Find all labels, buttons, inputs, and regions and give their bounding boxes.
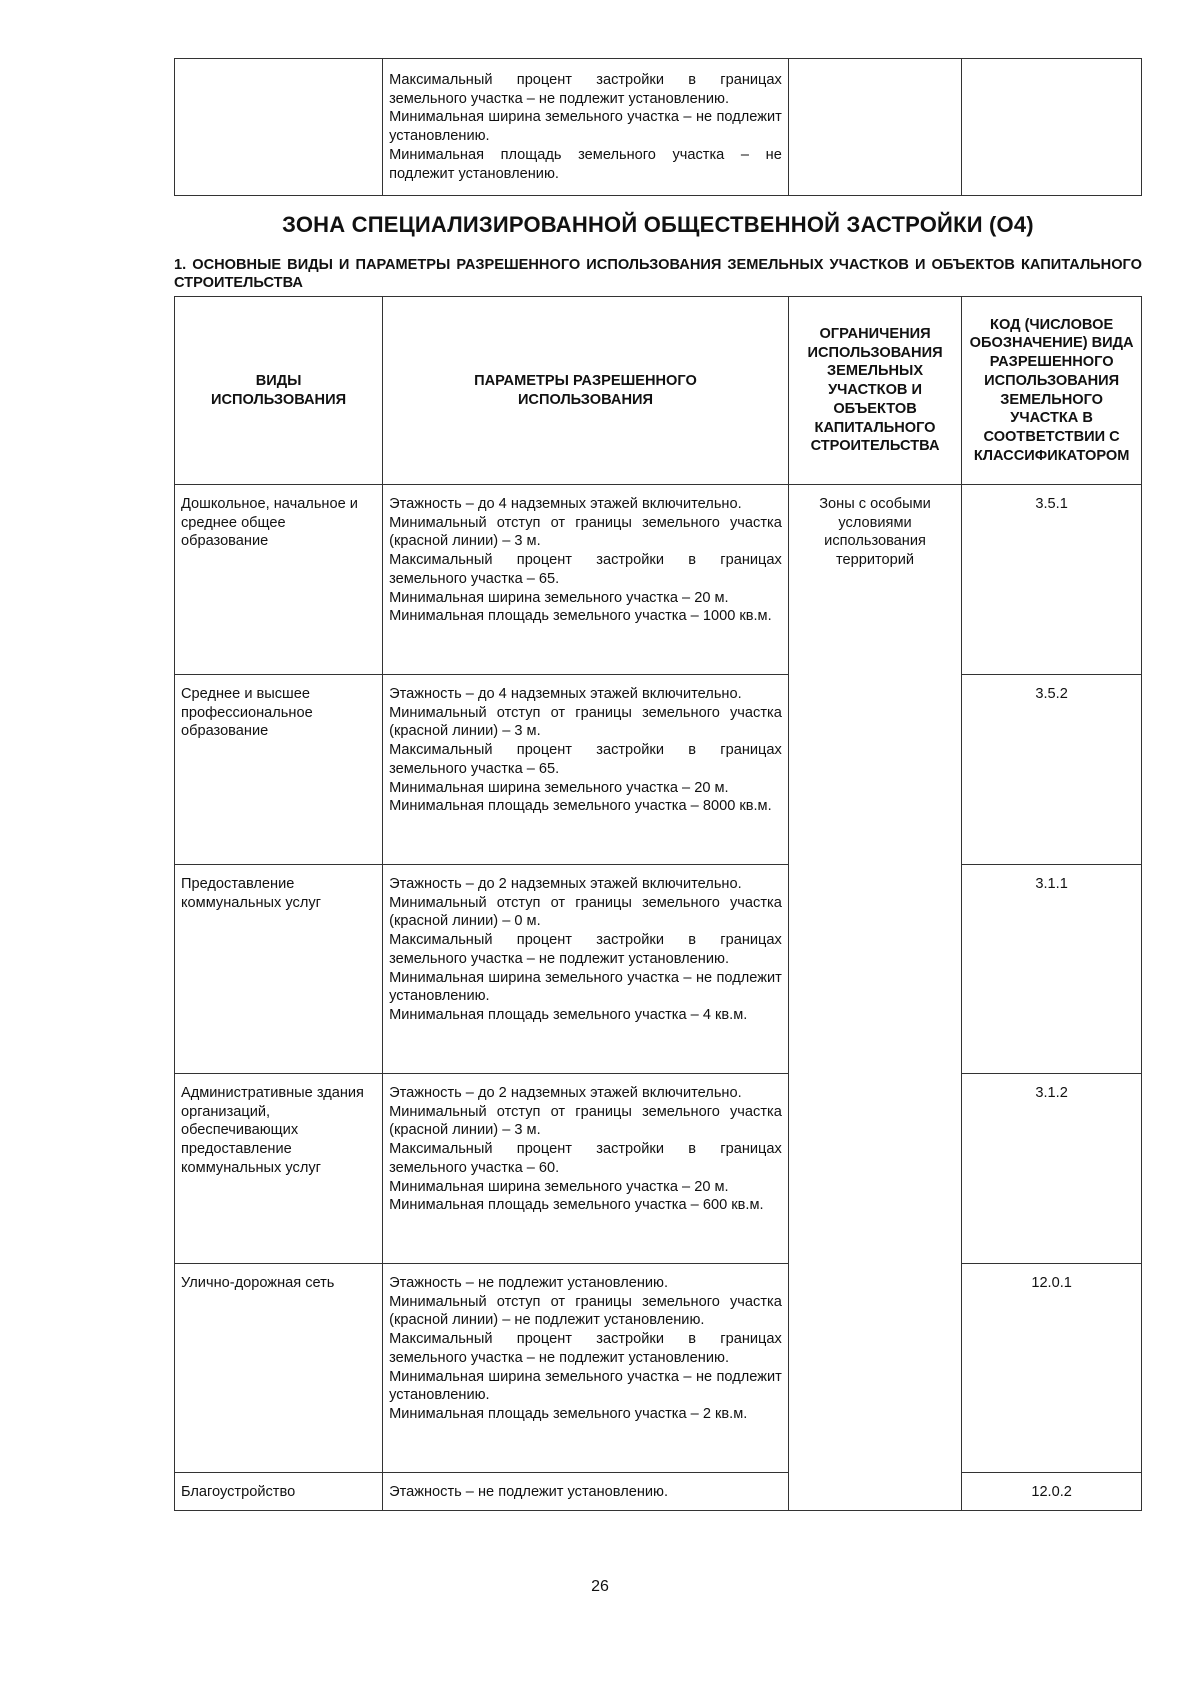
param-line: Минимальная площадь земельного участка – 600 кв.м. xyxy=(389,1197,764,1214)
header-restrictions: ОГРАНИЧЕНИЯ ИСПОЛЬЗОВАНИЯ ЗЕМЕЛЬНЫХ УЧАСТКОВ И ОБЪЕКТОВ КАПИТАЛЬНОГО СТРОИТЕЛЬСТВА xyxy=(788,297,961,485)
header-row xyxy=(175,297,1142,485)
param-line: Минимальная ширина земельного участка – 20 м. xyxy=(389,589,729,606)
table-row xyxy=(175,485,1142,675)
params-cell xyxy=(383,485,789,675)
use-name: Улично-дорожная сеть xyxy=(175,1264,383,1473)
use-name: Среднее и высшее профессиональное образование xyxy=(175,675,383,865)
params-cell xyxy=(383,59,789,196)
continuation-table xyxy=(174,58,1142,196)
cell-empty xyxy=(788,59,961,196)
params-cell xyxy=(383,1473,789,1511)
section-title: 1. ОСНОВНЫЕ ВИДЫ И ПАРАМЕТРЫ РАЗРЕШЕННОГО ИСПОЛЬЗОВАНИЯ ЗЕМЕЛЬНЫХ УЧАСТКОВ И ОБЪЕКТОВ КАПИТАЛЬНОГО СТРОИТЕЛЬСТВА xyxy=(174,257,1142,291)
params-cell xyxy=(383,675,789,865)
param-line: Этажность – до 2 надземных этажей включительно. xyxy=(389,876,742,892)
cell-empty xyxy=(175,59,383,196)
page-number: 26 xyxy=(591,1578,609,1595)
param-line: Минимальная ширина земельного участка – 20 м. xyxy=(389,1178,729,1195)
param-line: Минимальная площадь земельного участка – 2 кв.м. xyxy=(389,1405,748,1422)
param-line: Максимальный процент застройки в границах земельного участка – 60. xyxy=(389,1141,782,1176)
param-line: Минимальная площадь земельного участка – 4 кв.м. xyxy=(389,1006,748,1023)
code-cell: 12.0.1 xyxy=(962,1264,1142,1473)
param-line: Минимальный отступ от границы земельного участка (красной линии) – 3 м. xyxy=(389,514,782,550)
code-cell: 3.5.2 xyxy=(962,675,1142,865)
use-name: Предоставление коммунальных услуг xyxy=(175,865,383,1074)
param-line: Минимальная ширина земельного участка – не подлежит установлению. xyxy=(389,969,782,1005)
param-line: Этажность – до 2 надземных этажей включительно. xyxy=(389,1085,742,1101)
param-line: Минимальный отступ от границы земельного участка (красной линии) – 3 м. xyxy=(389,704,782,740)
param-line: Минимальная площадь земельного участка – 8000 кв.м. xyxy=(389,798,772,815)
zone-title: ЗОНА СПЕЦИАЛИЗИРОВАННОЙ ОБЩЕСТВЕННОЙ ЗАСТРОЙКИ (О4) xyxy=(282,212,1034,237)
code-cell: 3.1.1 xyxy=(962,865,1142,1074)
restrictions-cell xyxy=(788,485,961,1511)
params-cell xyxy=(383,1074,789,1264)
code-cell: 12.0.2 xyxy=(962,1473,1142,1511)
code-cell: 3.1.2 xyxy=(962,1074,1142,1264)
param-line: Минимальная ширина земельного участка – не подлежит установлению. xyxy=(389,1368,782,1404)
use-name: Административные здания организаций, обеспечивающих предоставление коммунальных услуг xyxy=(175,1074,383,1264)
param-line: Минимальный отступ от границы земельного участка (красной линии) – 0 м. xyxy=(389,894,782,930)
param-line: Минимальная площадь земельного участка – 1000 кв.м. xyxy=(389,608,772,625)
param-line: Максимальный процент застройки в границах земельного участка – 65. xyxy=(389,552,782,587)
param-line: Минимальный отступ от границы земельного участка (красной линии) – не подлежит установлению. xyxy=(389,1293,782,1329)
param-line: Этажность – не подлежит установлению. xyxy=(389,1275,669,1291)
param-line: Максимальный процент застройки в границах земельного участка – не подлежит установлению. xyxy=(389,932,782,967)
table-row xyxy=(175,1074,1142,1264)
param-line: Этажность – не подлежит установлению. xyxy=(389,1484,669,1500)
restriction-text: Зоны с особыми условиями использования территорий xyxy=(819,496,931,569)
param-line: Минимальная площадь земельного участка – не подлежит установлению. xyxy=(389,146,782,182)
param-line: Минимальная ширина земельного участка – не подлежит установлению. xyxy=(389,109,782,145)
table-row xyxy=(175,59,1142,196)
table-row xyxy=(175,865,1142,1074)
param-line: Этажность – до 4 надземных этажей включительно. xyxy=(389,496,742,512)
code-cell: 3.5.1 xyxy=(962,485,1142,675)
use-name: Благоустройство xyxy=(175,1473,383,1511)
use-name: Дошкольное, начальное и среднее общее образование xyxy=(175,485,383,675)
main-table xyxy=(174,296,1142,1511)
header-code: КОД (ЧИСЛОВОЕ ОБОЗНАЧЕНИЕ) ВИДА РАЗРЕШЕННОГО ИСПОЛЬЗОВАНИЯ ЗЕМЕЛЬНОГО УЧАСТКА В СООТВЕТСТВИИ С КЛАССИФИКАТОРОМ xyxy=(962,297,1142,485)
table-row xyxy=(175,1473,1142,1511)
param-line: Минимальный отступ от границы земельного участка (красной линии) – 3 м. xyxy=(389,1103,782,1139)
param-line: Максимальный процент застройки в границах земельного участка – не подлежит установлению. xyxy=(389,1331,782,1366)
param-line: Максимальный процент застройки в границах земельного участка – не подлежит установлению. xyxy=(389,72,782,107)
table-row xyxy=(175,1264,1142,1473)
param-line: Этажность – до 4 надземных этажей включительно. xyxy=(389,686,742,702)
params-cell xyxy=(383,865,789,1074)
param-line: Максимальный процент застройки в границах земельного участка – 65. xyxy=(389,742,782,777)
table-row xyxy=(175,675,1142,865)
cell-empty xyxy=(962,59,1142,196)
param-line: Минимальная ширина земельного участка – 20 м. xyxy=(389,779,729,796)
header-params: ПАРАМЕТРЫ РАЗРЕШЕННОГО ИСПОЛЬЗОВАНИЯ xyxy=(383,297,789,485)
params-cell xyxy=(383,1264,789,1473)
header-uses: ВИДЫ ИСПОЛЬЗОВАНИЯ xyxy=(175,297,383,485)
